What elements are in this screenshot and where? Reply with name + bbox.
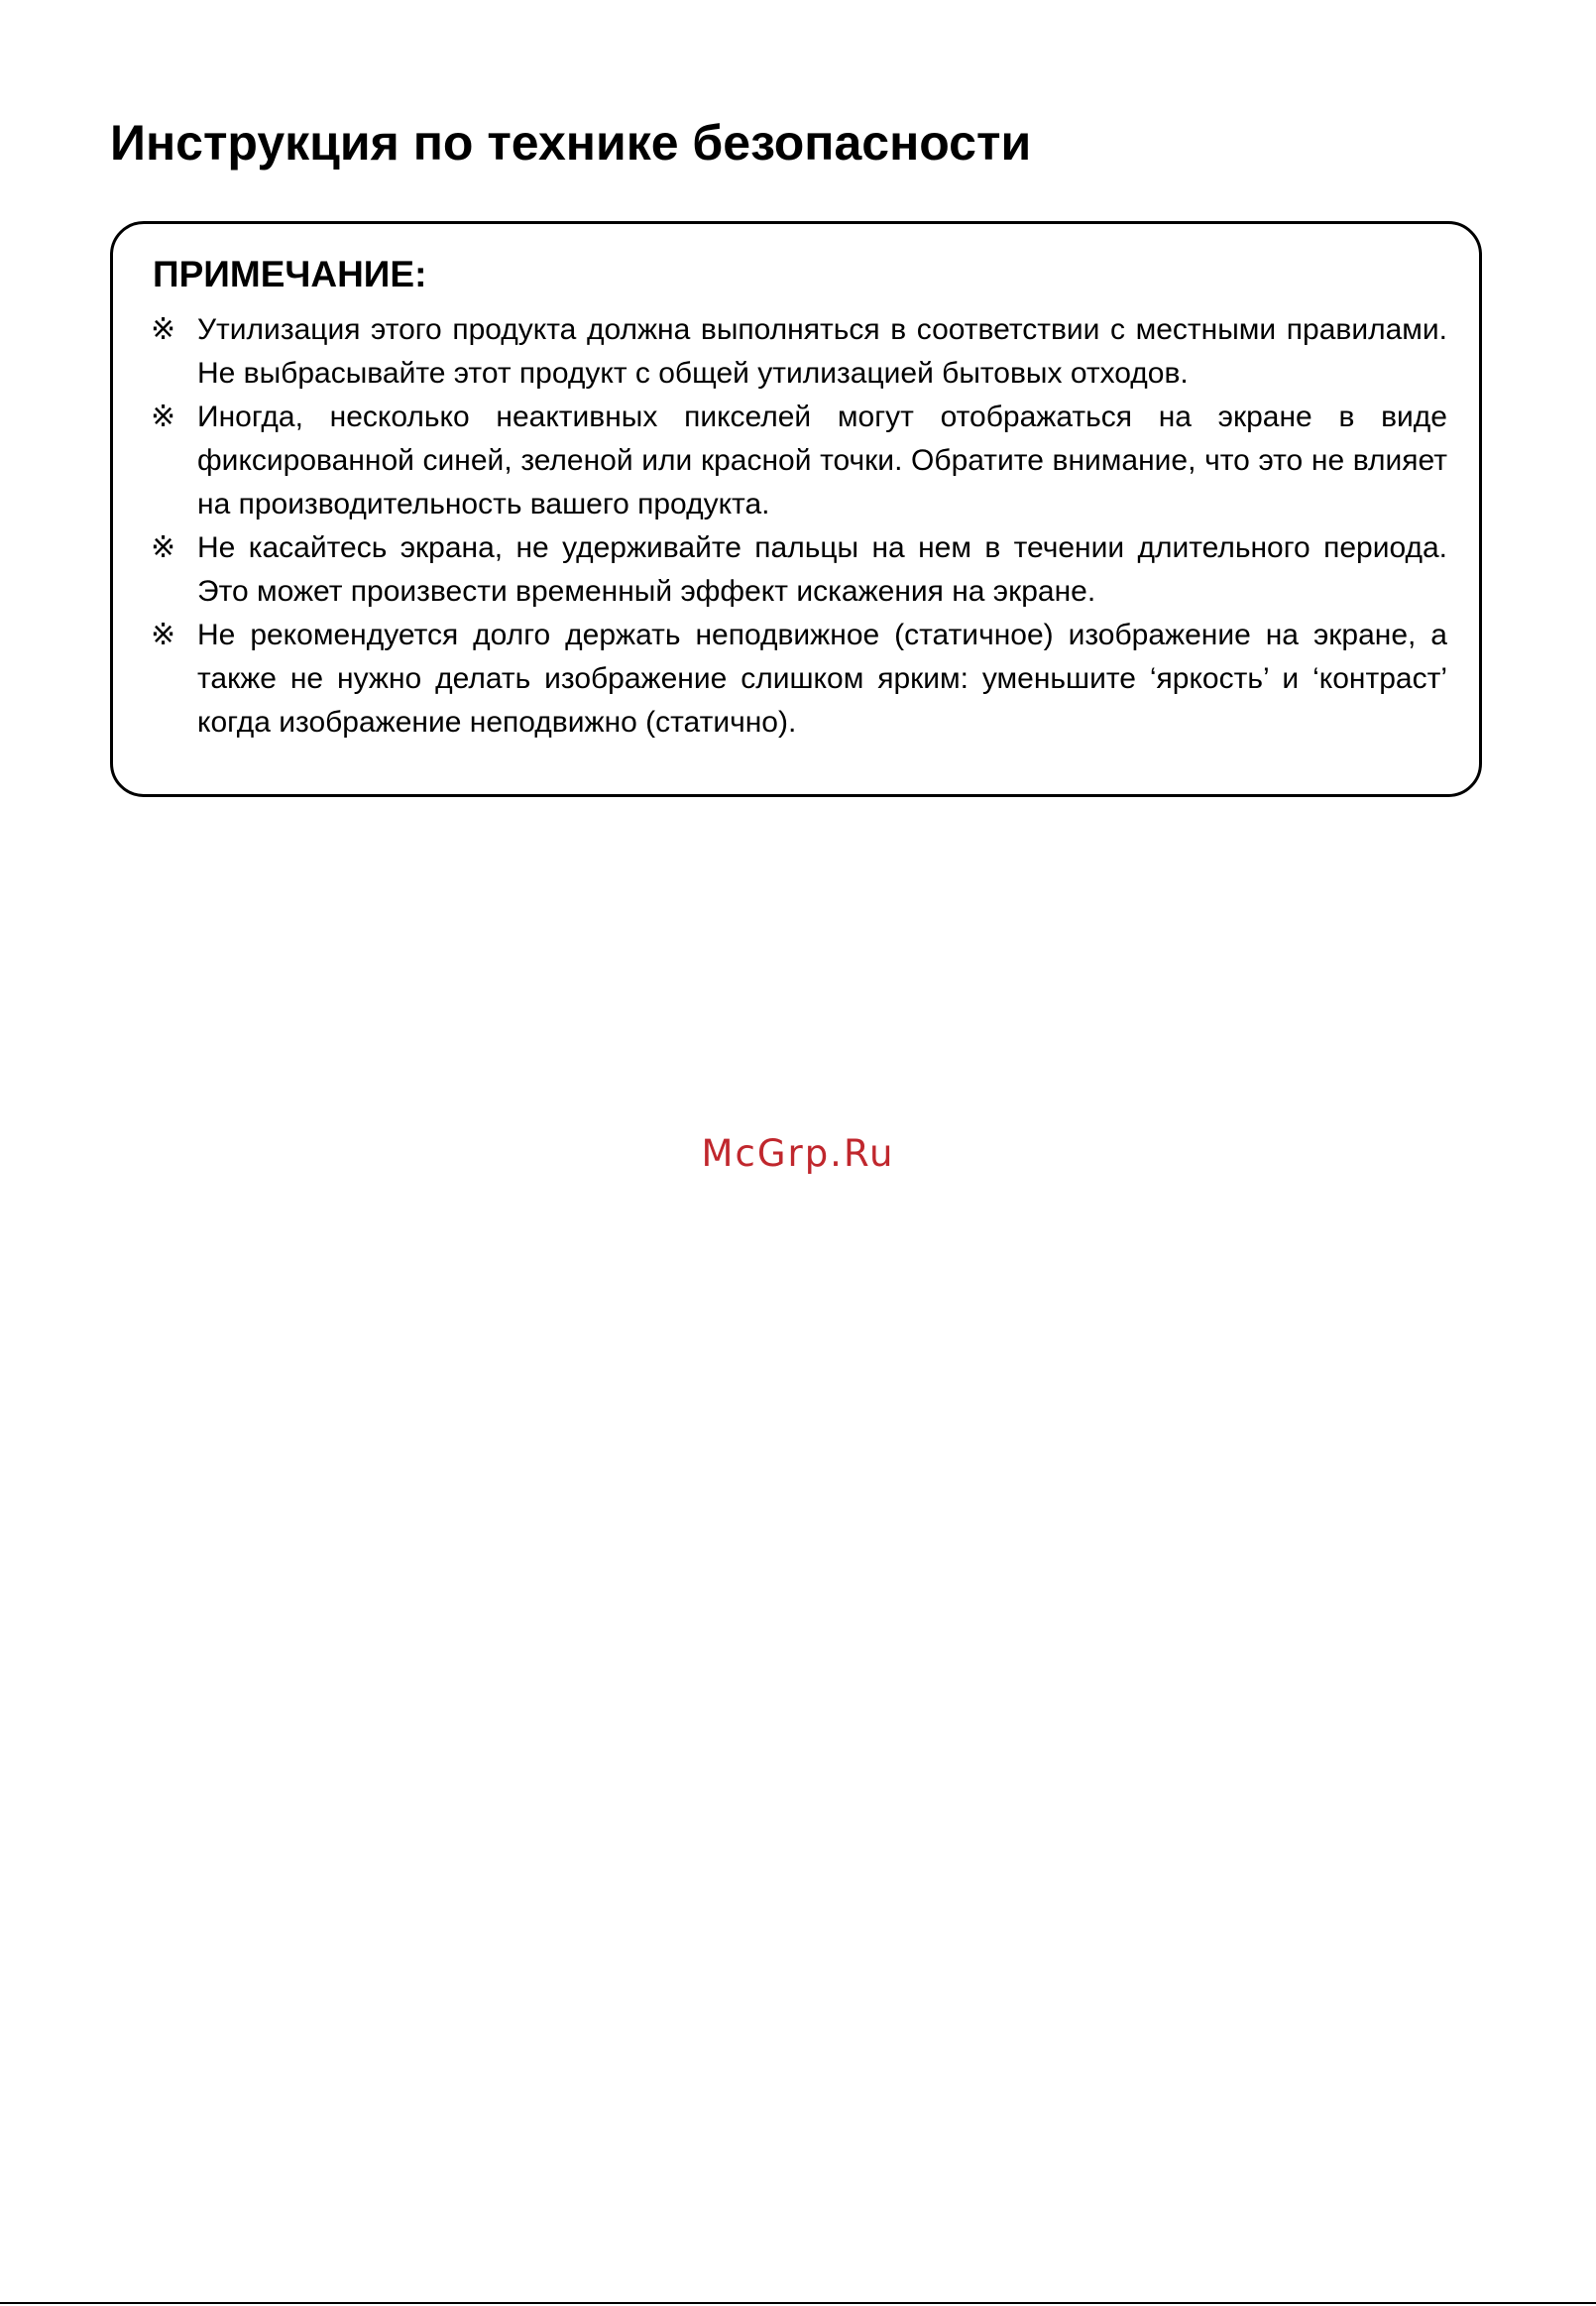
note-item-text: Иногда, несколько неактивных пикселей могут отображаться на экране в виде фиксированной синей, зеленой или красной точки. Обратите внимание, что это не влияет на производительность вашего продукта. — [197, 401, 1447, 520]
note-item-text: Не касайтесь экрана, не удерживайте пальцы на нем в течении длительного периода. Это может произвести временный эффект искажения на экране. — [197, 531, 1447, 608]
note-item — [151, 526, 1447, 614]
reference-mark-icon: ※ — [151, 618, 176, 652]
watermark: McGrp.Ru — [701, 1132, 895, 1175]
reference-mark-icon: ※ — [151, 530, 176, 565]
reference-mark-icon: ※ — [151, 312, 176, 347]
note-item-text: Утилизация этого продукта должна выполняться в соответствии с местными правилами. Не выбрасывайте этот продукт с общей утилизацией бытовых отходов. — [197, 313, 1447, 390]
bottom-rule — [0, 2302, 1596, 2304]
note-list — [151, 308, 1447, 745]
page-title: Инструкция по технике безопасности — [110, 115, 1032, 171]
note-box — [110, 221, 1482, 797]
note-heading: ПРИМЕЧАНИЕ: — [153, 254, 427, 294]
note-item — [151, 614, 1447, 745]
note-item — [151, 308, 1447, 396]
reference-mark-icon: ※ — [151, 400, 176, 434]
note-item-text: Не рекомендуется долго держать неподвижное (статичное) изображение на экране, а также не нужно делать изображение слишком ярким: уменьшите ‘яркость’ и ‘контраст’ когда изображение неподвижно (статично). — [197, 619, 1447, 739]
note-item — [151, 396, 1447, 526]
